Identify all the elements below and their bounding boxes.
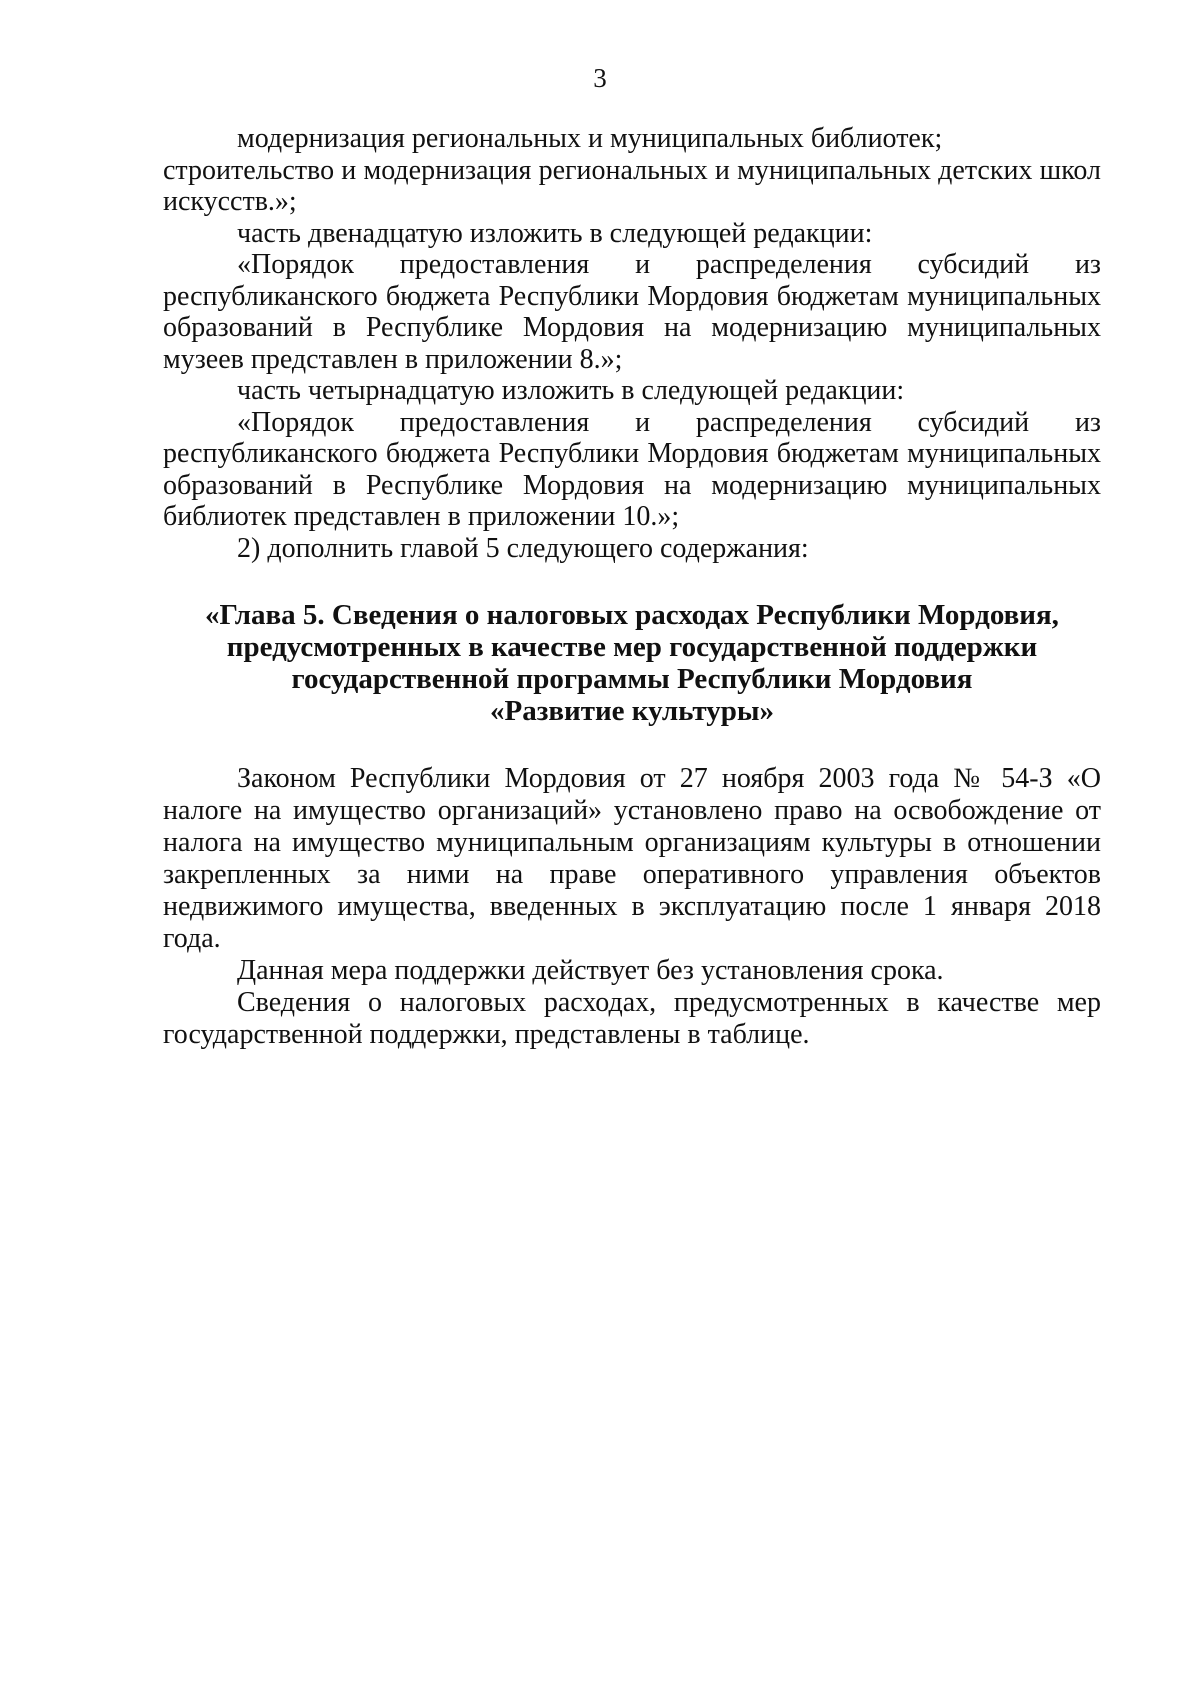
paragraph-tax-law: Законом Республики Мордовия от 27 ноября 2003 года № 54-З «О налоге на имущество организаций» установлено право на освобождение от налога на имущество муниципальным организациям культуры в отношении закрепленных за ними на праве оперативного управления объектов недвижимого имущества, введенных в эксплуатацию после 1 января 2018 года. xyxy=(163,763,1101,954)
paragraph-part-twelve: часть двенадцатую изложить в следующей редакции: xyxy=(237,217,873,249)
paragraph-part-fourteen: часть четырнадцатую изложить в следующей редакции: xyxy=(237,375,905,406)
paragraph-libraries-order: «Порядок предоставления и распределения субсидий из республиканского бюджета Республики Мордовия бюджетам муниципальных образований в Республике Мордовия на модернизацию муниципальных библиотек представлен в приложении 10.»; xyxy=(163,406,1101,532)
paragraph-museums-order: «Порядок предоставления и распределения субсидий из республиканского бюджета Республики Мордовия бюджетам муниципальных образований в Республике Мордовия на модернизацию муниципальных музеев представлен в приложении 8.»; xyxy=(163,249,1101,375)
heading-line: «Глава 5. Сведения о налоговых расходах Республики Мордовия, xyxy=(205,599,1059,631)
heading-line: государственной программы Республики Мордовия xyxy=(291,663,973,695)
heading-line: «Развитие культуры» xyxy=(489,695,775,727)
document-body xyxy=(163,123,1101,1051)
chapter-heading xyxy=(163,599,1101,727)
paragraph-measure-term: Данная мера поддержки действует без установления срока. xyxy=(237,955,944,986)
spacer xyxy=(163,727,1101,763)
paragraph-add-chapter: 2) дополнить главой 5 следующего содержания: xyxy=(237,532,809,564)
paragraph-art-schools: строительство и модернизация региональных и муниципальных детских школ искусств.»; xyxy=(163,154,1101,217)
chapter-body xyxy=(163,763,1101,1051)
page-number: 3 xyxy=(593,63,607,93)
paragraph-libraries: модернизация региональных и муниципальных библиотек; xyxy=(237,123,943,154)
paragraph-table-reference: Сведения о налоговых расходах, предусмотренных в качестве мер государственной поддержки, представлены в таблице. xyxy=(163,987,1101,1050)
heading-line: предусмотренных в качестве мер государственной поддержки xyxy=(226,631,1038,663)
